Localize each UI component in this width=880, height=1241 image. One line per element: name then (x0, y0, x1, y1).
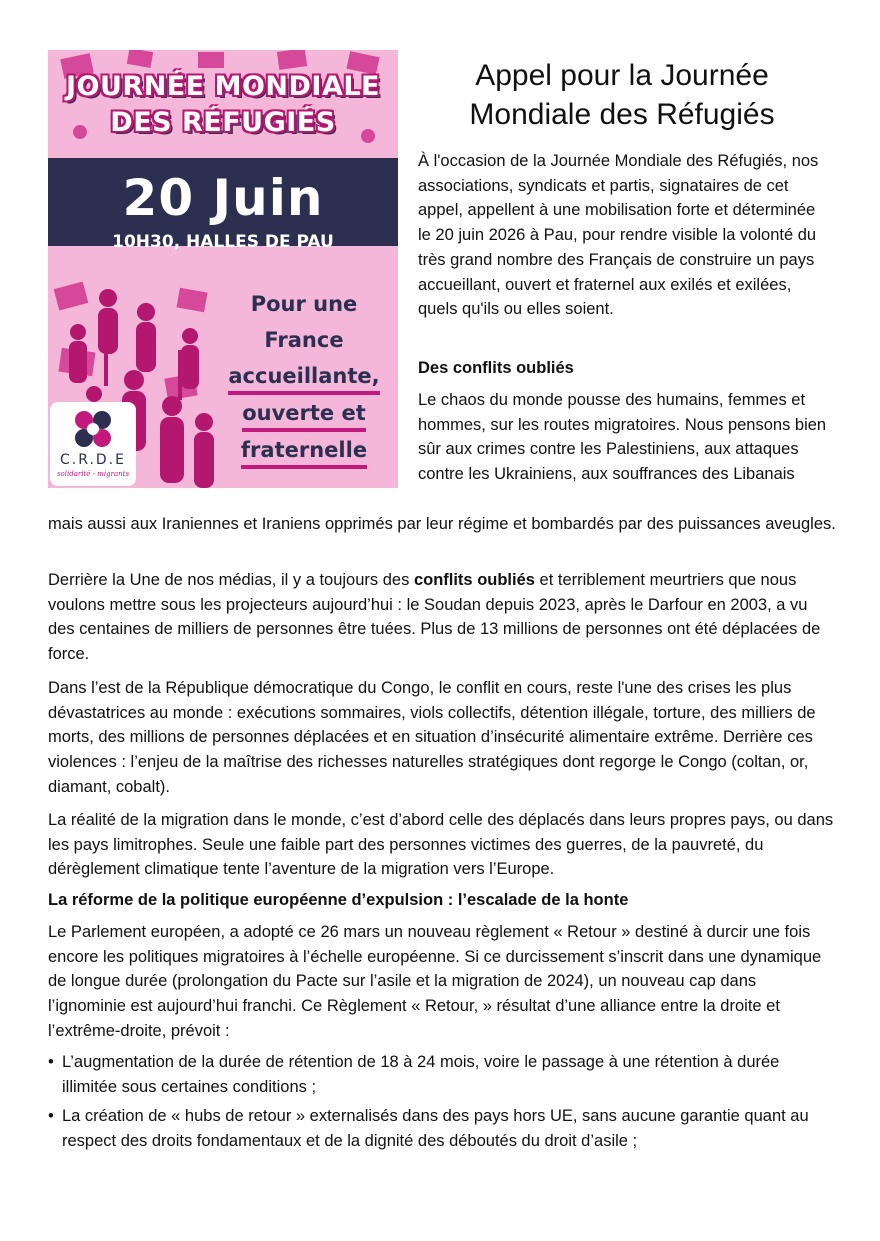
logo-name: C.R.D.E (60, 452, 126, 468)
conflicts-paragraph-4: La réalité de la migration dans le monde, c’est d’abord celle des déplacés dans leurs propres pays, ou dans les pays limitrophes. Seule une faible part des personnes victimes des guerres, de la pauvreté, du dérèglement climatique tente l’aventure de la migration vers l’Europe. (48, 811, 834, 879)
section-heading-reform: La réforme de la politique européenne d’expulsion : l’escalade de la honte (48, 891, 629, 909)
p2-post: et terriblement meurtriers que nous voulons mettre sous les projecteurs aujourd’hui : le Soudan depuis 2023, après le Darfour en 2003, a vu des centaines de milliers de personnes être tuées. Plus de 13 millions de personnes ont été déplacées de force. (48, 571, 821, 664)
conflicts-paragraph-3: Dans l’est de la République démocratique du Congo, le conflit en cours, reste l'une des crises les plus dévastatrices au monde : exécutions sommaires, viols collectifs, détention illégale, torture, des milliers de morts, des millions de personnes déplacées et en situation d’insécurité alimentaire extrême. Derrière ces violences : l’enjeu de la maîtrise des richesses naturelles stratégiques dont regorge le Congo (coltan, or, diamant, cobalt). (48, 679, 816, 796)
slogan-line2: France (264, 328, 344, 352)
reform-paragraph-1: Le Parlement européen, a adopté ce 26 mars un nouveau règlement « Retour » destiné à durcir une fois encore les politiques migratoires à l’échelle européenne. Si ce durcissement s’inscrit dans une dynamique de longue durée (prolongation du Pacte sur l’asile et la migration de 2024), un nouveau cap dans l’ignominie est aujourd’hui franchi. Ce Règlement « Retour, » résultat d’une alliance entre la droite et l’extrême-droite, prévoit : (48, 923, 822, 1040)
bullet-text: La création de « hubs de retour » externalisés dans des pays hors UE, sans aucune garantie quant au respect des droits fondamentaux et de la dignité des déboutés du droit d’asile ; (62, 1107, 809, 1150)
conflicts-paragraph-1a: Le chaos du monde pousse des humains, femmes et hommes, sur les routes migratoires. Nous pensons bien sûr aux crimes contre les Palestiniens, aux attaques contre les Ukrainiens, aux souffrances des Libanais (418, 391, 827, 484)
slogan-line5: fraternelle (241, 435, 367, 469)
conflicts-paragraph-2 (48, 568, 838, 667)
event-poster (48, 50, 398, 488)
page-title-line2: Mondiale des Réfugiés (469, 98, 775, 131)
page-title-line1: Appel pour la Journée (475, 59, 769, 92)
bullet-icon: • (48, 1107, 54, 1125)
p2-pre: Derrière la Une de nos médias, il y a toujours des (48, 571, 414, 589)
poster-title-line1: JOURNÉE MONDIALE (65, 71, 381, 102)
slogan-line1: Pour une (250, 292, 358, 316)
poster-date: 20 Juin (122, 169, 324, 227)
slogan-line3: accueillante, (228, 361, 379, 395)
intro-paragraph: À l'occasion de la Journée Mondiale des Réfugiés, nos associations, syndicats et partis, signataires de cet appel, appellent à une mobilisation forte et déterminée le 20 juin 2026 à Pau, pour rendre visible la volonté du très grand nombre des Français de construire un pays accueillant, ouvert et fraternel aux exilés et exilées, quels qu'ils ou elles soient. (418, 152, 819, 319)
bullet-icon: • (48, 1053, 54, 1071)
crde-logo (50, 402, 136, 486)
conflicts-paragraph-1b: mais aussi aux Iraniennes et Iraniens opprimés par leur régime et bombardés par des puissances aveugles. (48, 515, 836, 533)
bullet-text: L’augmentation de la durée de rétention de 18 à 24 mois, voire le passage à une rétention à durée illimitée sous certaines conditions ; (62, 1053, 780, 1096)
poster-title-line2: DES RÉFUGIÉS (110, 107, 336, 138)
slogan-line4: ouverte et (242, 398, 366, 432)
crde-logo-icon (72, 408, 114, 450)
page-title (416, 56, 828, 134)
poster-slogan (216, 286, 392, 468)
logo-subtitle: solidarité - migrants (56, 470, 130, 478)
section-heading-conflicts: Des conflits oubliés (418, 359, 574, 377)
p2-bold: conflits oubliés (413, 571, 535, 589)
poster-time-place: 10H30, HALLES DE PAU (112, 232, 334, 252)
